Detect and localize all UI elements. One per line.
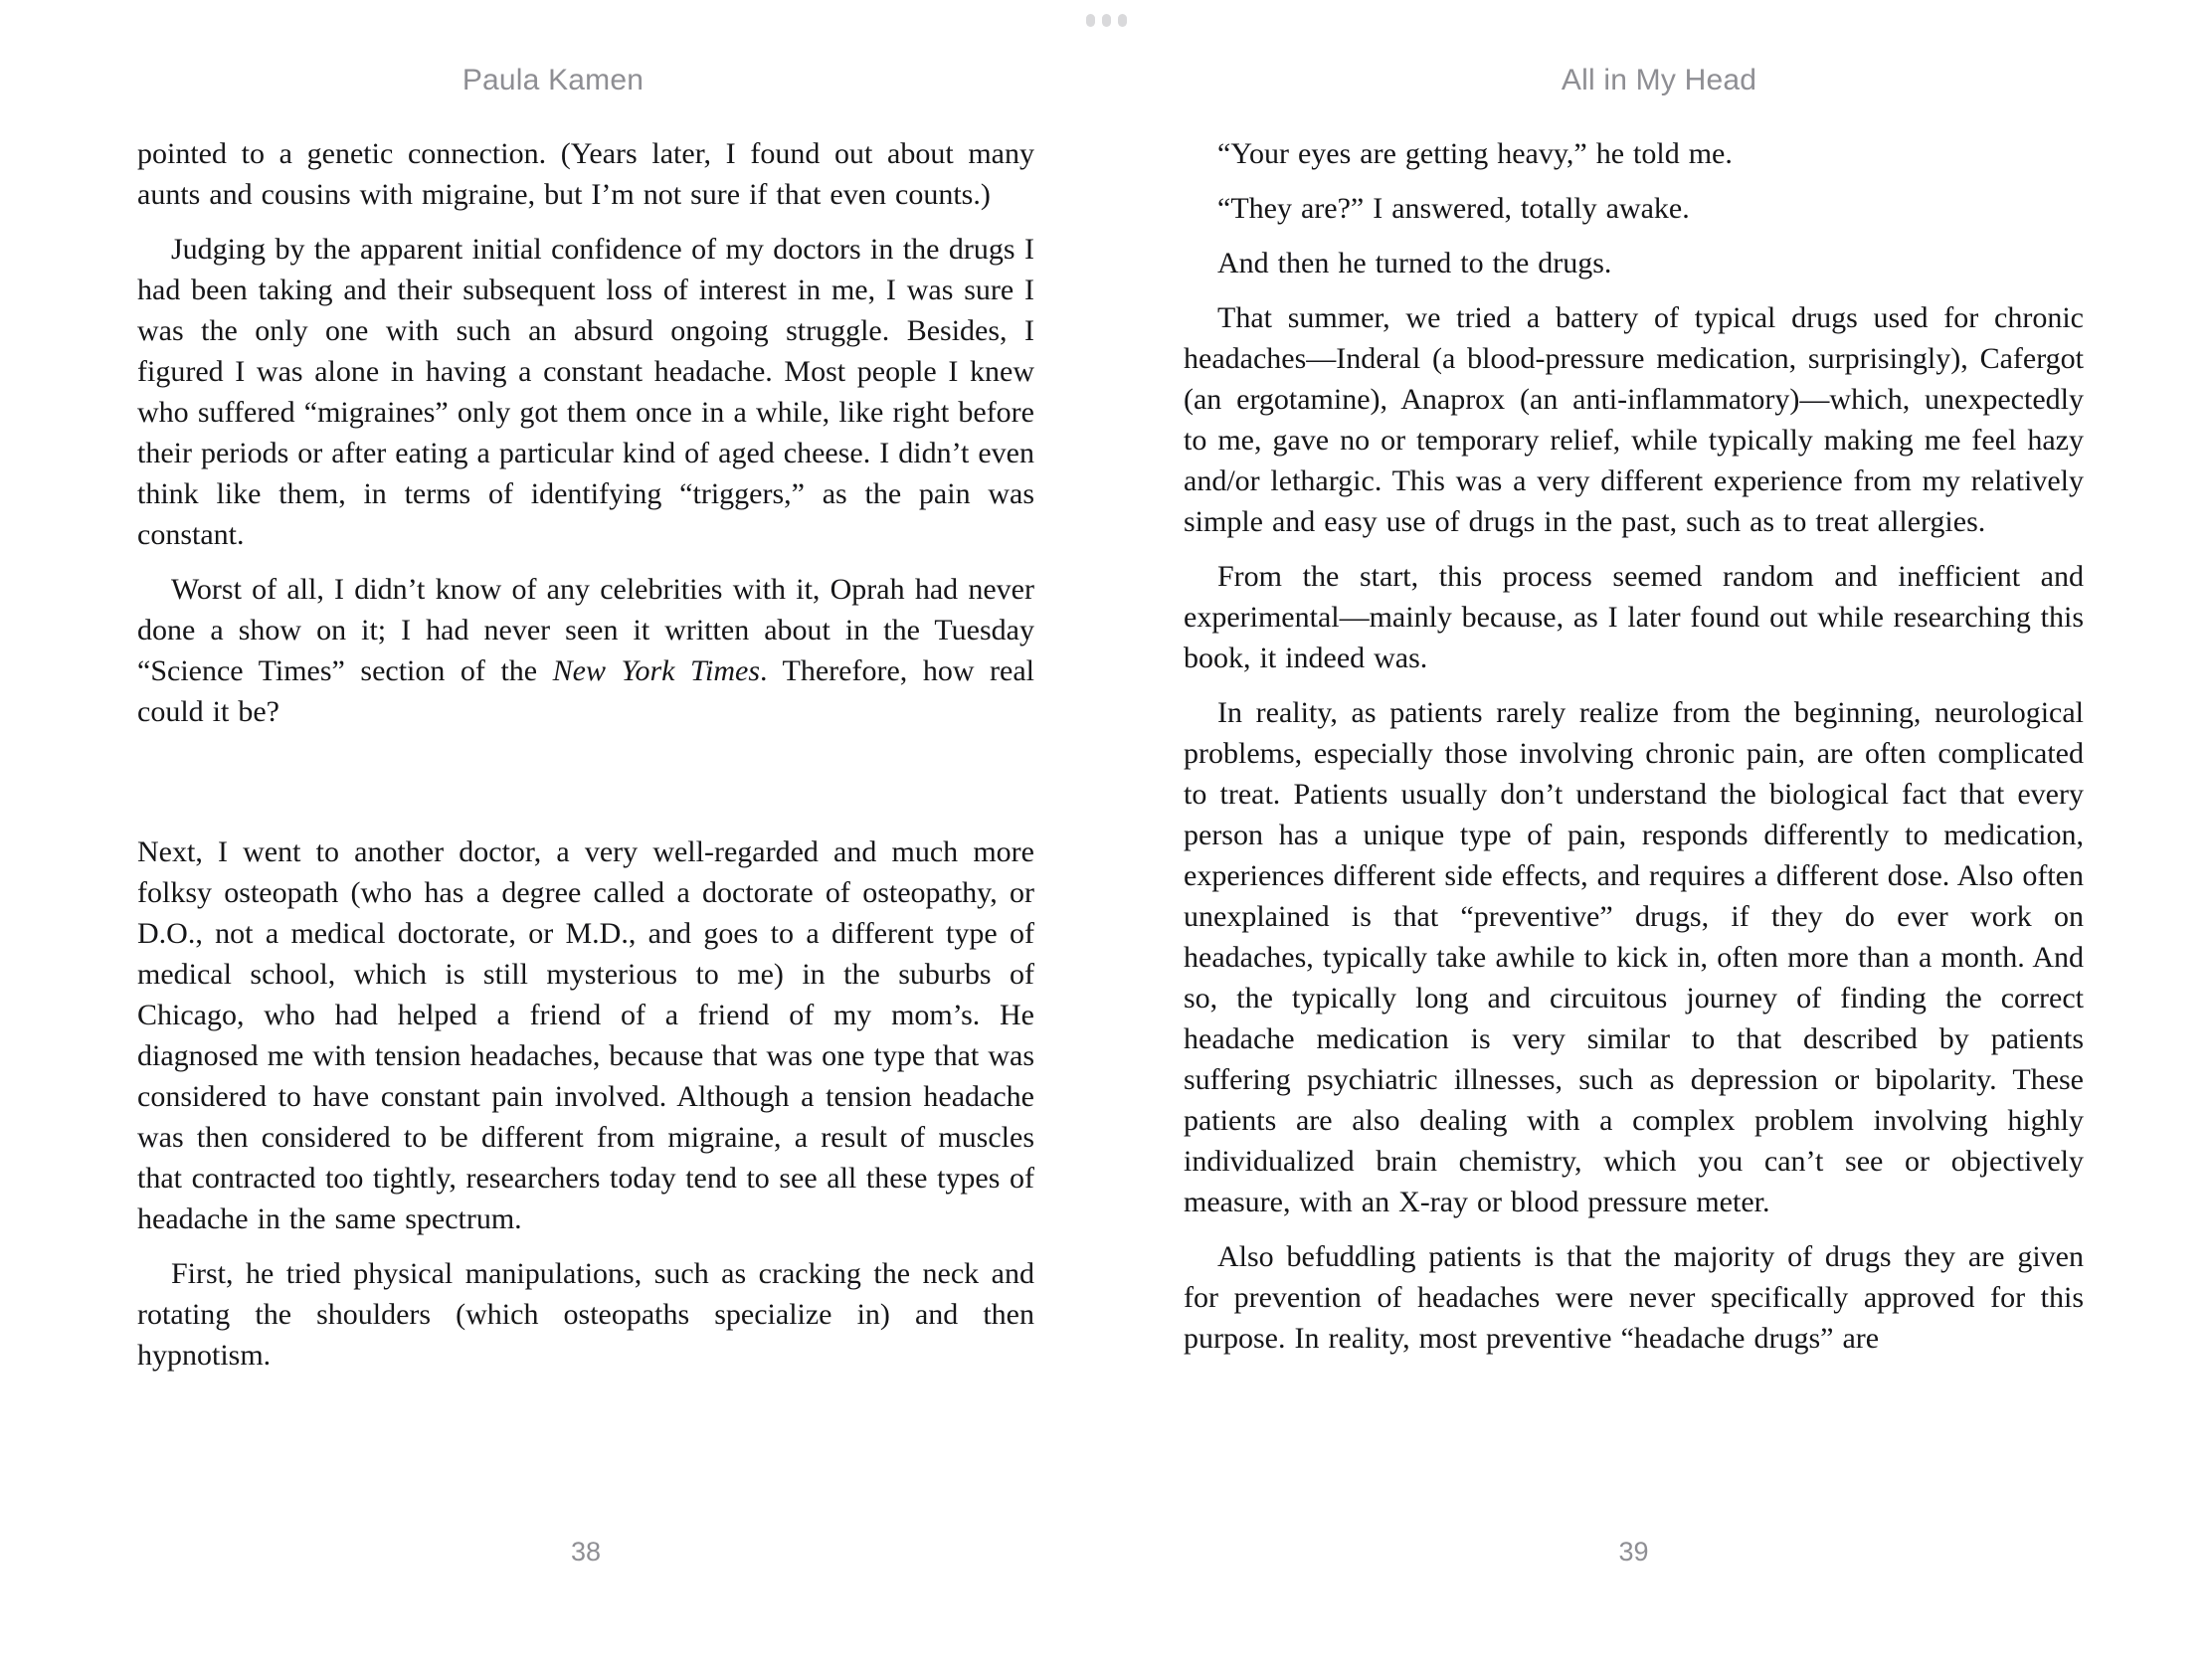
paragraph: First, he tried physical manipulations, such as cracking the neck and rotating the shoulders (which osteopaths specialize in) and then hypnotism. (137, 1257, 1034, 1372)
menu-handle-icon[interactable] (0, 14, 2212, 27)
paragraph: Also befuddling patients is that the majority of drugs they are given for prevention of headaches were never specifically approved for this purpose. In reality, most preventive “headache drugs” are (1184, 1240, 2084, 1355)
paragraph: From the start, this process seemed random and inefficient and experimental—mainly because, as I later found out while researching this book, it indeed was. (1184, 560, 2084, 674)
paragraph: And then he turned to the drugs. (1217, 247, 1612, 279)
paragraph: Judging by the apparent initial confidence of my doctors in the drugs I had been taking and their subsequent loss of interest in me, I was sure I was the only one with such an absurd ongoing struggle. Besides, I figured I was alone in having a constant headache. Most people I knew who suffered “migraines” only got them once in a while, like right before their periods or after eating a particular kind of aged cheese. I didn’t even think like them, in terms of identifying “triggers,” as the pain was constant. (137, 233, 1034, 551)
paragraph: pointed to a genetic connection. (Years later, I found out about many aunts and cousins with migraine, but I’m not sure if that even counts.) (137, 137, 1034, 211)
dot (1118, 14, 1127, 27)
paragraph: Next, I went to another doctor, a very well-regarded and much more folksy osteopath (who has a degree called a doctorate of osteopathy, or D.O., not a medical doctorate, or M.D., and goes to a different type of medical school, which is still mysterious to me) in the suburbs of Chicago, who had helped a friend of a friend of my mom’s. He diagnosed me with tension headaches, because that was one type that was considered to have constant pain involved. Although a tension headache was then considered to be different from migraine, a result of muscles that contracted too tightly, researchers today tend to see all these types of headache in the same spectrum. (137, 835, 1034, 1235)
right-page[interactable] (1184, 133, 2084, 1359)
page-number-right: 39 (1618, 1537, 1649, 1567)
paragraph: “Your eyes are getting heavy,” he told me. (1217, 137, 1733, 170)
dot (1102, 14, 1111, 27)
paragraph: In reality, as patients rarely realize from the beginning, neurological problems, especially those involving chronic pain, are often complicated to treat. Patients usually don’t understand the biological fact that every person has a unique type of pain, responds differently to medication, experiences different side effects, and requires a different dose. Also often unexplained is that “preventive” drugs, if they do ever work on headaches, typically take awhile to kick in, often more than a month. And so, the typically long and circuitous journey of finding the correct headache medication is very similar to that described by patients suffering psychiatric illnesses, such as depression or bipolarity. These patients are also dealing with a complex problem involving highly individualized brain chemistry, which you can’t see or objectively measure, with an X-ray or blood pressure meter. (1184, 696, 2084, 1218)
left-page[interactable] (137, 133, 1034, 1376)
paragraph: Worst of all, I didn’t know of any celebrities with it, Oprah had never done a show on it; I had never seen it written about in the Tuesday “Science Times” section of the New York Times. Therefore, how real could it be? (137, 573, 1034, 728)
paragraph: That summer, we tried a battery of typical drugs used for chronic headaches—Inderal (a blood-pressure medication, surprisingly), Cafergot (an ergotamine), Anaprox (an anti-inflammatory)—which, unexpectedly to me, gave no or temporary relief, while typically making me feel hazy and/or lethargic. This was a very different experience from my relatively simple and easy use of drugs in the past, such as to treat allergies. (1184, 301, 2084, 538)
running-head-title: All in My Head (1561, 64, 1757, 96)
page-number-left: 38 (570, 1537, 602, 1567)
dot (1086, 14, 1095, 27)
paragraph: “They are?” I answered, totally awake. (1217, 192, 1690, 225)
running-head-author: Paula Kamen (461, 64, 645, 96)
